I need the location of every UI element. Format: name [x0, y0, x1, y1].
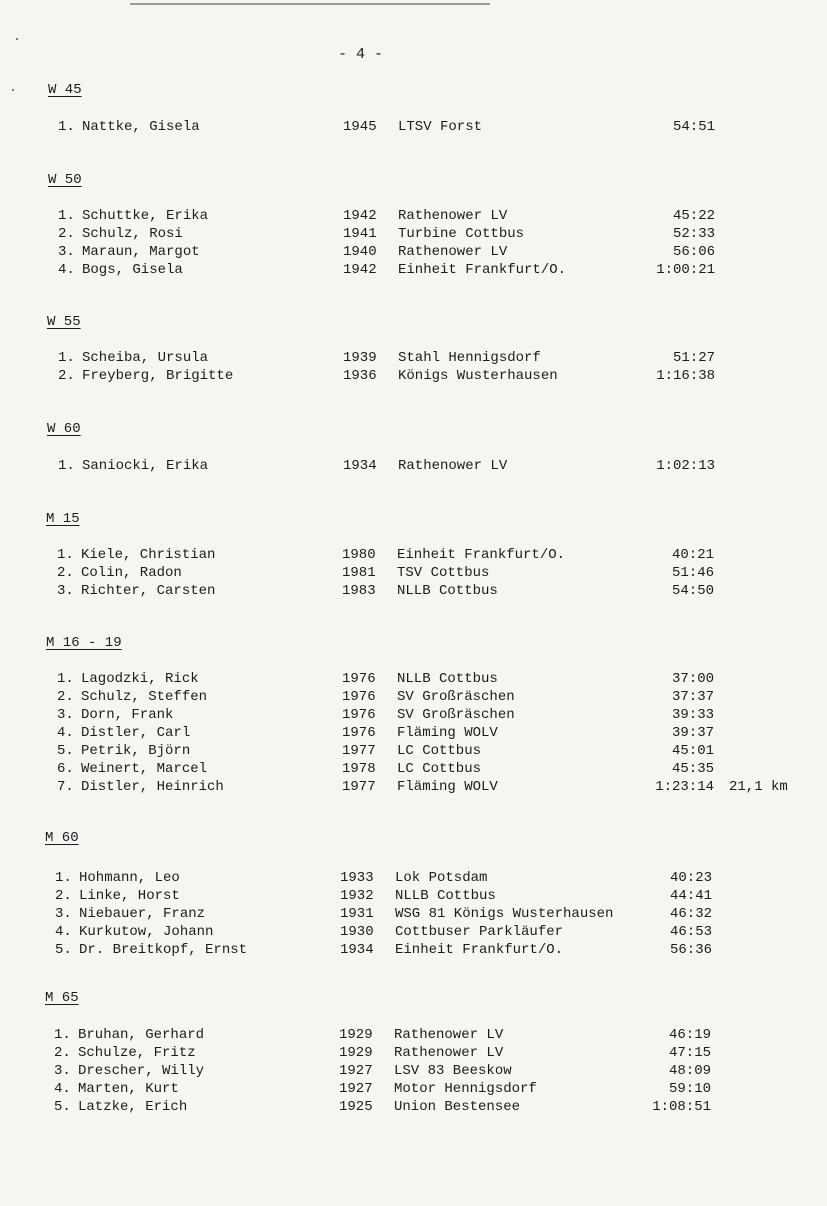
athlete-name: Nattke, Gisela: [82, 119, 200, 135]
result-row: [0, 458, 827, 476]
result-row: [0, 565, 826, 583]
birth-year: 1927: [339, 1063, 373, 1079]
athlete-name: Petrik, Björn: [81, 743, 191, 759]
rank: 3.: [57, 707, 74, 723]
rank: 1.: [54, 1027, 71, 1043]
athlete-name: Weinert, Marcel: [81, 761, 208, 777]
rank: 2.: [57, 689, 74, 705]
finish-time: 40:23: [669, 870, 712, 886]
athlete-name: Saniocki, Erika: [82, 458, 209, 474]
result-row: [0, 1063, 823, 1081]
birth-year: 1977: [342, 743, 376, 759]
finish-time: 56:06: [672, 244, 715, 260]
section-heading: M 16 - 19: [46, 635, 122, 651]
club-name: Stahl Hennigsdorf: [398, 350, 541, 366]
club-name: Rathenower LV: [398, 244, 508, 260]
birth-year: 1981: [342, 565, 376, 581]
athlete-name: Marten, Kurt: [78, 1081, 179, 1097]
club-name: Lok Potsdam: [395, 870, 488, 886]
result-row: [0, 743, 826, 761]
result-row: [0, 1099, 823, 1117]
finish-time: 47:15: [668, 1045, 711, 1061]
rank: 1.: [58, 350, 75, 366]
birth-year: 1941: [343, 226, 377, 242]
club-name: Turbine Cottbus: [398, 226, 525, 242]
finish-time: 45:35: [671, 761, 714, 777]
finish-time: 44:41: [669, 888, 712, 904]
result-row: [0, 350, 827, 368]
rank: 4.: [58, 262, 75, 278]
club-name: Union Bestensee: [394, 1099, 521, 1115]
birth-year: 1983: [342, 583, 376, 599]
finish-time: 54:51: [672, 119, 715, 135]
finish-time: 56:36: [669, 942, 712, 958]
result-row: [0, 547, 826, 565]
finish-time: 59:10: [668, 1081, 711, 1097]
club-name: Rathenower LV: [398, 458, 508, 474]
result-row: [0, 119, 827, 137]
finish-time: 51:46: [671, 565, 714, 581]
birth-year: 1940: [343, 244, 377, 260]
club-name: Cottbuser Parkläufer: [395, 924, 564, 940]
club-name: Rathenower LV: [398, 208, 508, 224]
finish-time: 51:27: [672, 350, 715, 366]
rank: 5.: [54, 1099, 71, 1115]
athlete-name: Drescher, Willy: [78, 1063, 205, 1079]
result-row: [0, 244, 827, 262]
rank: 1.: [55, 870, 72, 886]
birth-year: 1929: [339, 1027, 373, 1043]
result-row: [0, 779, 826, 797]
scan-speck: [16, 38, 18, 40]
birth-year: 1976: [342, 689, 376, 705]
birth-year: 1977: [342, 779, 376, 795]
club-name: LC Cottbus: [397, 743, 482, 759]
finish-time: 45:22: [672, 208, 715, 224]
result-row: [0, 689, 826, 707]
result-row: [0, 208, 827, 226]
birth-year: 1931: [340, 906, 374, 922]
finish-time: 40:21: [671, 547, 714, 563]
birth-year: 1980: [342, 547, 376, 563]
rank: 1.: [58, 208, 75, 224]
result-row: [0, 942, 824, 960]
distance-note: 21,1 km: [729, 779, 788, 795]
athlete-name: Schulz, Rosi: [82, 226, 183, 242]
club-name: Fläming WOLV: [397, 725, 498, 741]
birth-year: 1925: [339, 1099, 373, 1115]
club-name: LC Cottbus: [397, 761, 482, 777]
finish-time: 1:02:13: [656, 458, 715, 474]
club-name: Fläming WOLV: [397, 779, 498, 795]
result-row: [0, 226, 827, 244]
athlete-name: Dorn, Frank: [81, 707, 174, 723]
club-name: Rathenower LV: [394, 1045, 504, 1061]
result-row: [0, 725, 826, 743]
rank: 4.: [57, 725, 74, 741]
rank: 1.: [58, 458, 75, 474]
athlete-name: Scheiba, Ursula: [82, 350, 209, 366]
result-row: [0, 671, 826, 689]
athlete-name: Colin, Radon: [81, 565, 182, 581]
result-row: [0, 888, 824, 906]
scan-speck: [12, 89, 14, 91]
athlete-name: Dr. Breitkopf, Ernst: [79, 942, 248, 958]
athlete-name: Kurkutow, Johann: [79, 924, 214, 940]
athlete-name: Bogs, Gisela: [82, 262, 183, 278]
finish-time: 1:08:51: [652, 1099, 711, 1115]
athlete-name: Distler, Carl: [81, 725, 191, 741]
athlete-name: Linke, Horst: [79, 888, 180, 904]
finish-time: 52:33: [672, 226, 715, 242]
club-name: NLLB Cottbus: [395, 888, 496, 904]
section-heading: W 55: [47, 314, 81, 330]
result-row: [0, 583, 826, 601]
rank: 5.: [57, 743, 74, 759]
finish-time: 39:37: [671, 725, 714, 741]
club-name: NLLB Cottbus: [397, 671, 498, 687]
finish-time: 46:19: [668, 1027, 711, 1043]
rank: 3.: [57, 583, 74, 599]
result-row: [0, 761, 826, 779]
birth-year: 1934: [340, 942, 374, 958]
rank: 3.: [58, 244, 75, 260]
birth-year: 1936: [343, 368, 377, 384]
result-row: [0, 368, 827, 386]
rank: 2.: [58, 368, 75, 384]
finish-time: 46:53: [669, 924, 712, 940]
page-number: - 4 -: [338, 46, 384, 63]
club-name: WSG 81 Königs Wusterhausen: [395, 906, 614, 922]
club-name: TSV Cottbus: [397, 565, 490, 581]
athlete-name: Lagodzki, Rick: [81, 671, 199, 687]
birth-year: 1942: [343, 208, 377, 224]
birth-year: 1927: [339, 1081, 373, 1097]
athlete-name: Freyberg, Brigitte: [82, 368, 234, 384]
rank: 4.: [55, 924, 72, 940]
rank: 2.: [57, 565, 74, 581]
section-heading: M 65: [45, 990, 79, 1006]
athlete-name: Latzke, Erich: [78, 1099, 188, 1115]
club-name: Einheit Frankfurt/O.: [395, 942, 564, 958]
rank: 2.: [54, 1045, 71, 1061]
result-row: [0, 870, 824, 888]
athlete-name: Schulze, Fritz: [78, 1045, 196, 1061]
result-row: [0, 1027, 823, 1045]
club-name: SV Großräschen: [397, 689, 515, 705]
finish-time: 37:00: [671, 671, 714, 687]
club-name: LTSV Forst: [398, 119, 483, 135]
club-name: Rathenower LV: [394, 1027, 504, 1043]
birth-year: 1930: [340, 924, 374, 940]
athlete-name: Hohmann, Leo: [79, 870, 180, 886]
birth-year: 1929: [339, 1045, 373, 1061]
club-name: Königs Wusterhausen: [398, 368, 558, 384]
finish-time: 54:50: [671, 583, 714, 599]
finish-time: 1:00:21: [656, 262, 715, 278]
athlete-name: Maraun, Margot: [82, 244, 200, 260]
result-row: [0, 262, 827, 280]
birth-year: 1976: [342, 707, 376, 723]
athlete-name: Schuttke, Erika: [82, 208, 209, 224]
result-row: [0, 1045, 823, 1063]
birth-year: 1978: [342, 761, 376, 777]
result-row: [0, 906, 824, 924]
club-name: Einheit Frankfurt/O.: [397, 547, 566, 563]
birth-year: 1939: [343, 350, 377, 366]
athlete-name: Richter, Carsten: [81, 583, 216, 599]
birth-year: 1933: [340, 870, 374, 886]
finish-time: 1:23:14: [655, 779, 714, 795]
rank: 3.: [55, 906, 72, 922]
athlete-name: Niebauer, Franz: [79, 906, 206, 922]
birth-year: 1934: [343, 458, 377, 474]
athlete-name: Schulz, Steffen: [81, 689, 208, 705]
athlete-name: Bruhan, Gerhard: [78, 1027, 205, 1043]
birth-year: 1976: [342, 671, 376, 687]
result-row: [0, 707, 826, 725]
finish-time: 1:16:38: [656, 368, 715, 384]
section-heading: W 45: [48, 82, 82, 98]
rank: 1.: [58, 119, 75, 135]
rank: 6.: [57, 761, 74, 777]
club-name: SV Großräschen: [397, 707, 515, 723]
finish-time: 39:33: [671, 707, 714, 723]
rank: 5.: [55, 942, 72, 958]
club-name: Motor Hennigsdorf: [394, 1081, 537, 1097]
rank: 2.: [55, 888, 72, 904]
birth-year: 1932: [340, 888, 374, 904]
birth-year: 1942: [343, 262, 377, 278]
finish-time: 46:32: [669, 906, 712, 922]
result-row: [0, 924, 824, 942]
finish-time: 37:37: [671, 689, 714, 705]
rank: 7.: [57, 779, 74, 795]
club-name: LSV 83 Beeskow: [394, 1063, 512, 1079]
rank: 2.: [58, 226, 75, 242]
athlete-name: Kiele, Christian: [81, 547, 216, 563]
athlete-name: Distler, Heinrich: [81, 779, 224, 795]
rank: 4.: [54, 1081, 71, 1097]
finish-time: 48:09: [668, 1063, 711, 1079]
rank: 1.: [57, 671, 74, 687]
section-heading: W 50: [48, 172, 82, 188]
section-heading: M 15: [46, 511, 80, 527]
rank: 3.: [54, 1063, 71, 1079]
club-name: NLLB Cottbus: [397, 583, 498, 599]
section-heading: W 60: [47, 421, 81, 437]
finish-time: 45:01: [671, 743, 714, 759]
scan-top-edge-line: [130, 3, 490, 5]
section-heading: M 60: [45, 830, 79, 846]
rank: 1.: [57, 547, 74, 563]
club-name: Einheit Frankfurt/O.: [398, 262, 567, 278]
birth-year: 1976: [342, 725, 376, 741]
birth-year: 1945: [343, 119, 377, 135]
result-row: [0, 1081, 823, 1099]
